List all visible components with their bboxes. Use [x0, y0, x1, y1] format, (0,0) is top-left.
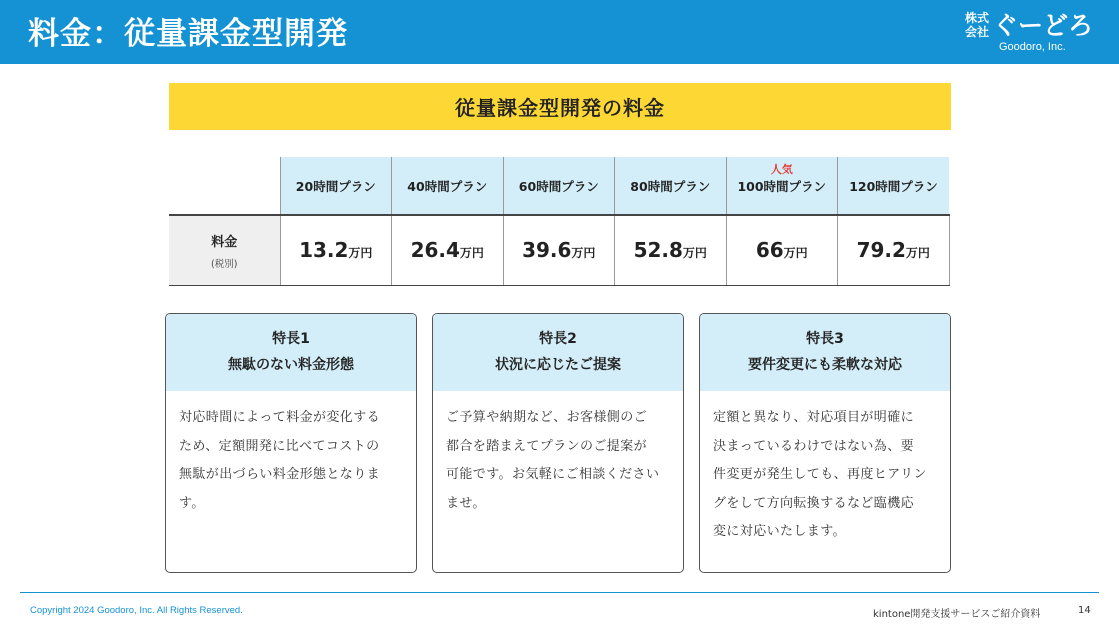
feature-card-1 [165, 313, 417, 573]
feature-line: 可能です。お気軽にご相談ください [446, 467, 660, 482]
price-unit: 万円 [682, 246, 707, 261]
price-unit: 万円 [783, 246, 808, 261]
plan-header-40h [392, 157, 504, 215]
row-label: 料金 [211, 234, 238, 250]
copyright-text: Copyright 2024 Goodoro, Inc. All Rights Reserved. [30, 605, 243, 616]
feature-description [700, 391, 950, 547]
logo-kaisha: 株式会社 [965, 11, 990, 39]
feature-card-3 [699, 313, 951, 573]
price-value: 13.2 [299, 238, 349, 263]
feature-line: 件変更が発生しても、再度ヒアリン [713, 467, 927, 482]
feature-card-header [700, 314, 950, 391]
plan-header-row [169, 157, 949, 215]
feature-number: 特長2 [539, 330, 577, 347]
price-value: 26.4 [410, 238, 460, 263]
feature-number: 特長1 [272, 330, 310, 347]
banner-title: 従量課金型開発の料金 [455, 96, 665, 120]
price-value: 79.2 [856, 238, 906, 263]
feature-description [166, 391, 416, 518]
plan-name: 20時間プラン [295, 178, 376, 194]
price-unit: 万円 [905, 246, 930, 261]
plan-header-80h [615, 157, 727, 215]
feature-line: ませ。 [446, 495, 486, 511]
page-number: 14 [1078, 605, 1091, 616]
feature-line: グをして方向転換するなど臨機応 [713, 495, 915, 511]
feature-card-header [433, 314, 683, 391]
feature-line: ご予算や納期など、お客様側のご [446, 410, 648, 425]
price-cell-40h [392, 215, 504, 285]
plan-name: 120時間プラン [849, 178, 938, 194]
plan-header-120h [838, 157, 950, 215]
feature-line: 対応時間によって料金が変化する [179, 410, 381, 425]
feature-number: 特長3 [806, 330, 844, 347]
feature-card-header [166, 314, 416, 391]
page-title: 料金：従量課金型開発 [28, 16, 348, 52]
plan-name: 60時間プラン [518, 178, 599, 194]
plan-header-100h [726, 157, 838, 215]
document-title: kintone開発支援サービスご紹介資料 [873, 609, 1041, 620]
footer-divider [20, 592, 1099, 593]
plan-name: 100時間プラン [737, 178, 827, 194]
table-corner [169, 157, 280, 215]
logo-name: ぐーどろ [993, 11, 1094, 40]
price-cell-100h [726, 215, 838, 285]
plan-header-60h [503, 157, 615, 215]
price-unit: 万円 [348, 246, 373, 261]
feature-line: 無駄が出づらい料金形態となりま [179, 467, 381, 482]
feature-line: 定額と異なり、対応項目が明確に [713, 410, 915, 425]
price-cell-20h [280, 215, 392, 285]
price-unit: 万円 [571, 246, 596, 261]
header-bar [0, 0, 1119, 64]
feature-title: 無駄のない料金形態 [228, 356, 354, 373]
section-banner [169, 83, 951, 130]
feature-description [433, 391, 683, 518]
plan-name: 80時間プラン [630, 178, 711, 194]
feature-title: 要件変更にも柔軟な対応 [748, 356, 902, 373]
plan-name: 40時間プラン [407, 178, 488, 194]
price-cell-120h [838, 215, 950, 285]
logo-subtitle: Goodoro, Inc. [999, 41, 1066, 53]
price-value: 66 [755, 238, 784, 263]
feature-line: す。 [179, 495, 205, 511]
company-logo [961, 6, 1101, 58]
price-table [169, 157, 950, 286]
plan-header-20h [280, 157, 392, 215]
feature-card-2 [432, 313, 684, 573]
price-cell-80h [615, 215, 727, 285]
feature-line: 都合を踏まえてプランのご提案が [446, 438, 648, 454]
price-value: 52.8 [633, 238, 683, 263]
price-row-label [169, 215, 280, 285]
feature-line: 決まっているわけではない為、要 [713, 438, 915, 454]
feature-title: 状況に応じたご提案 [495, 356, 621, 373]
price-cell-60h [503, 215, 615, 285]
feature-line: 変に対応いたします。 [713, 524, 846, 539]
feature-line: ため、定額開発に比べてコストの [179, 438, 380, 454]
price-value: 39.6 [522, 238, 572, 263]
price-unit: 万円 [459, 246, 484, 261]
popular-badge: 人気 [770, 163, 793, 176]
row-sublabel: (税別) [211, 258, 238, 270]
price-row [169, 215, 949, 285]
